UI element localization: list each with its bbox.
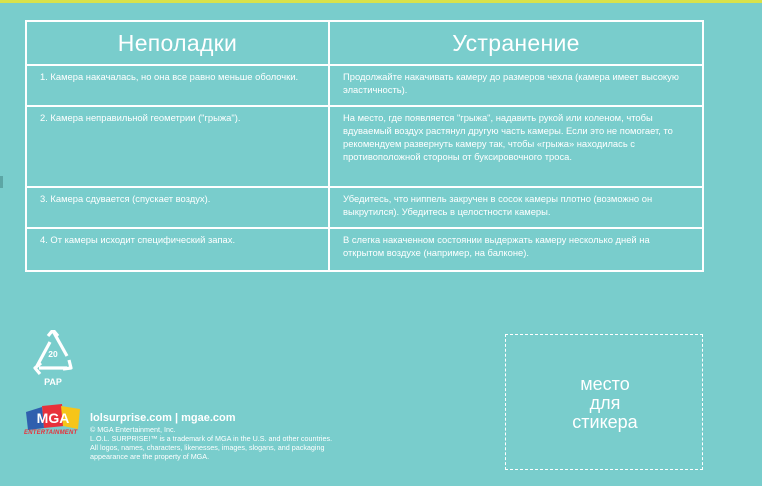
table-row	[26, 106, 703, 187]
table-header-row	[26, 21, 703, 65]
problem-cell: 3. Камера сдувается (спускает воздух).	[26, 187, 329, 228]
sticker-line: стикера	[572, 412, 638, 432]
mga-logo-icon	[24, 404, 84, 432]
website-links: lolsurprise.com | mgae.com	[90, 412, 236, 424]
header-solutions: Устранение	[329, 21, 703, 65]
problem-cell: 1. Камера накачалась, но она все равно меньше оболочки.	[26, 65, 329, 106]
edge-mark	[0, 176, 3, 188]
legal-line: appearance are the property of MGA.	[90, 452, 210, 461]
problem-cell: 4. От камеры исходит специфический запах.	[26, 228, 329, 271]
table-row	[26, 187, 703, 228]
solution-cell: Продолжайте накачивать камеру до размеров чехла (камера имеет высокую эластичность).	[329, 65, 703, 106]
legal-block	[90, 411, 450, 461]
legal-line: © MGA Entertainment, Inc.	[90, 425, 176, 434]
mga-logo-text: MGA	[36, 410, 70, 426]
troubleshooting-table	[25, 20, 704, 272]
problem-cell: 2. Камера неправильной геометрии ("грыжа").	[26, 106, 329, 187]
sticker-line: место	[580, 374, 630, 394]
sticker-placeholder	[505, 334, 703, 470]
sticker-label	[506, 375, 704, 432]
legal-line: L.O.L. SURPRISE!™ is a trademark of MGA in the U.S. and other countries.	[90, 434, 333, 443]
mga-logo-subtext: ENTERTAINMENT	[24, 430, 78, 436]
solution-cell: В слегка накаченном состоянии выдержать камеру несколько дней на открытом воздухе (например, на балконе).	[329, 228, 703, 271]
legal-line: All logos, names, characters, likenesses, images, slogans, and packaging	[90, 443, 325, 452]
solution-cell: На место, где появляется "грыжа", надавить рукой или коленом, чтобы вдуваемый воздух растянул другую часть камеры. Если это не помогает, то рекомендуем развернуть камеру так, чтобы «грыжа» находилась с противоположной стороны от буксировочного троса.	[329, 106, 703, 187]
table-row	[26, 228, 703, 271]
solution-cell: Убедитесь, что ниппель закручен в сосок камеры плотно (возможно он выкрутился). Убедитесь в целостности камеры.	[329, 187, 703, 228]
recycling-symbol	[31, 330, 75, 390]
top-color-strip	[0, 0, 762, 3]
header-problems: Неполадки	[26, 21, 329, 65]
recycle-code: PAP	[44, 377, 62, 387]
recycle-number: 20	[48, 349, 58, 359]
sticker-line: для	[589, 393, 621, 413]
mga-logo	[24, 404, 84, 446]
table-row	[26, 65, 703, 106]
